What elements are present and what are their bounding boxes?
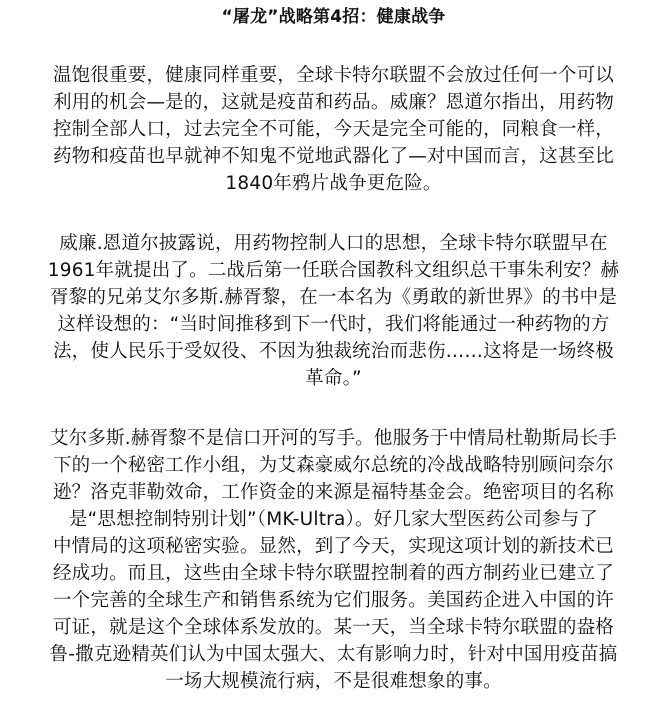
paragraph-line: 可证，就是这个全球体系发放的。某一天，当全球卡特尔联盟的盎格: [52, 617, 614, 638]
paragraph-line: 这样设想的：“当时间推移到下一代时，我们将能通过一种药物的方: [57, 314, 610, 335]
paragraph-line: 中情局的这项秘密实验。显然，到了今天，实现这项计划的新技术已: [52, 536, 614, 557]
paragraph-line: 一场大规模流行病，不是很难想象的事。: [165, 671, 502, 692]
paragraph-1: [22, 62, 645, 197]
paragraph-line: 鲁-撒克逊精英们认为中国太强大、太有影响力时，针对中国用疫苗搞: [49, 644, 618, 665]
paragraph-line: 温饱很重要，健康同样重要，全球卡特尔联盟不会放过任何一个可以: [52, 65, 614, 86]
paragraph-line: 控制全部人口，过去完全不可能，今天是完全可能的，同粮食一样，: [52, 119, 614, 140]
paragraph-line: 威廉.恩道尔披露说，用药物控制人口的思想，全球卡特尔联盟早在: [59, 233, 608, 254]
paragraph-line: 胥黎的兄弟艾尔多斯.赫胥黎，在一本名为《勇敢的新世界》的书中是: [49, 287, 618, 308]
paragraph-line: 利用的机会—是的，这就是疫苗和药品。威廉？恩道尔指出，用药物: [52, 92, 614, 113]
paragraph-line: 一个完善的全球生产和销售系统为它们服务。美国药企进入中国的许: [52, 590, 614, 611]
paragraph-line: 革命。”: [305, 368, 362, 389]
paragraph-line: 下的一个秘密工作小组，为艾森豪威尔总统的冷战战略特别顾问奈尔: [52, 455, 614, 476]
paragraph-line: 逊？洛克菲勒效命，工作资金的来源是福特基金会。绝密项目的名称: [52, 482, 614, 503]
paragraph-line: 法，使人民乐于受奴役、不因为独裁统治而悲伤……这将是一场终极: [52, 341, 614, 362]
article-title: “屠龙”战略第4招：健康战争: [221, 7, 446, 27]
paragraph-line: 药物和疫苗也早就神不知鬼不觉地武器化了—对中国而言，这甚至比: [52, 146, 614, 167]
paragraph-line: 是“思想控制特别计划”（MK-Ultra）。好几家大型医药公司参与了: [68, 509, 599, 530]
paragraph-3: [22, 425, 645, 695]
paragraph-2: [22, 230, 645, 392]
paragraph-line: 1961年就提出了。二战后第一任联合国教科文组织总干事朱利安？赫: [47, 260, 620, 281]
paragraph-line: 艾尔多斯.赫胥黎不是信口开河的写手。他服务于中情局杜勒斯局长手: [49, 428, 618, 449]
paragraph-line: 1840年鸦片战争更危险。: [225, 173, 442, 194]
paragraph-line: 经成功。而且，这些由全球卡特尔联盟控制着的西方制药业已建立了: [52, 563, 614, 584]
